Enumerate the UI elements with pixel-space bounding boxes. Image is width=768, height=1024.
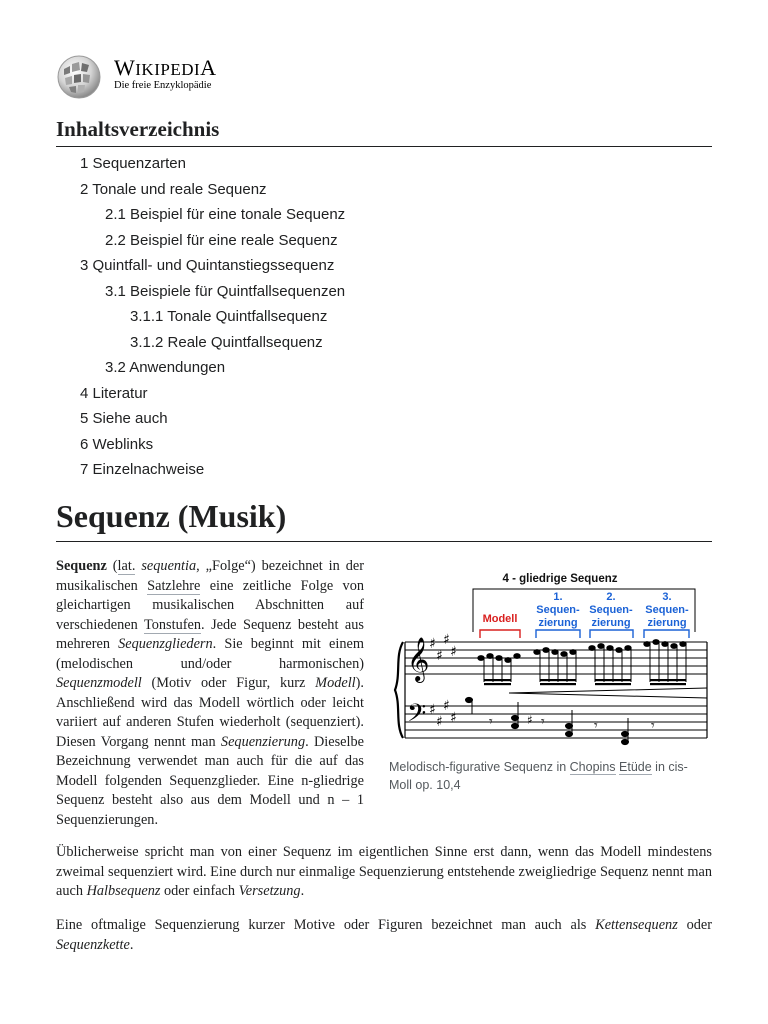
svg-text:𝄾: 𝄾: [594, 718, 598, 734]
link-etude[interactable]: Etüde: [619, 760, 652, 774]
intro-paragraph: Sequenz (lat. sequentia, „Folge“) bezeichnet in der musikalischen Satzlehre eine zeitliche Folge von gleichartigen musikalischen Abschnitten auf verschiedenen Tonstufen. Jede Sequenz besteht aus mehreren Sequenzgliedern. Sie beginnt mit einem (melodischen und/oder harmonischen) Sequenzmodell (Motiv oder Figur, kurz Modell). Anschließend wird das Modell wörtlich oder leicht variiert auf anderen Stufen wiederholt (sequenziert). Diesen Vorgang nennt man Sequenzierung. Dieselbe Bezeichnung verwendet man auch für die auf das Modell folgenden Sequenzglieder. Eine n-gliedrige Sequenz besteht also aus dem Modell und n – 1 Sequenzierungen.: [56, 558, 364, 828]
seq3-line2: zierung: [647, 617, 687, 629]
link-lat[interactable]: lat.: [117, 558, 136, 574]
toc-item-anwendungen[interactable]: 3.2 Anwendungen: [105, 359, 226, 376]
toc-item-literatur[interactable]: 4 Literatur: [80, 384, 148, 402]
sheet-music-image[interactable]: [389, 566, 711, 754]
toc-item-sequenzarten[interactable]: 1 Sequenzarten: [80, 155, 186, 172]
paragraph-kettensequenz: Eine oftmalige Sequenzierung kurzer Motive oder Figuren bezeichnet man auch als Kettensequenz oder Sequenzkette.: [56, 917, 712, 953]
treble-key-signature: [429, 632, 457, 664]
seq2-line2: zierung: [591, 617, 631, 629]
seq2-line1: Sequen-: [589, 604, 633, 616]
svg-text:♯: ♯: [436, 648, 443, 664]
svg-text:♯: ♯: [450, 710, 457, 726]
svg-text:♯: ♯: [527, 713, 533, 727]
toc-item-tonale-und-reale-sequenz[interactable]: 2 Tonale und reale Sequenz: [80, 180, 267, 198]
label-modell: Modell: [482, 613, 518, 625]
bracket-seq2: [590, 630, 633, 638]
treble-notes: [478, 640, 686, 686]
wikipedia-globe-icon: [56, 54, 102, 100]
toc-item-siehe-auch[interactable]: 5 Siehe auch: [80, 410, 168, 427]
bass-clef-icon: 𝄢: [407, 699, 427, 734]
toc-item-beispiele-quintfall[interactable]: 3.1 Beispiele für Quintfallsequenzen: [105, 282, 346, 300]
bass-notes: [466, 697, 656, 744]
link-satzlehre[interactable]: Satzlehre: [147, 577, 201, 594]
seq1-line2: zierung: [538, 617, 578, 629]
wikipedia-tagline: Die freie Enzyklopädie: [114, 80, 212, 91]
svg-text:𝄾: 𝄾: [541, 714, 545, 730]
seq1-number: 1.: [553, 591, 563, 603]
treble-clef-icon: 𝄞: [407, 637, 430, 681]
link-tonstufen[interactable]: Tonstufen: [144, 616, 201, 633]
page-title: Sequenz (Musik): [56, 496, 712, 542]
svg-text:♯: ♯: [450, 644, 457, 660]
figure-sequence: [389, 566, 711, 794]
wikipedia-wordmark: WIKIPEDIA: [114, 55, 217, 80]
wikipedia-logo[interactable]: [56, 54, 256, 100]
seq2-number: 2.: [606, 591, 616, 603]
toc-item-einzelnachweise[interactable]: 7 Einzelnachweise: [80, 461, 205, 478]
toc-item-beispiel-tonale-sequenz[interactable]: 2.1 Beispiel für eine tonale Sequenz: [105, 206, 346, 223]
toc-item-weblinks[interactable]: 6 Weblinks: [80, 435, 154, 453]
bracket-seq3: [644, 630, 689, 638]
svg-text:𝄾: 𝄾: [489, 714, 493, 730]
table-of-contents: [56, 154, 345, 486]
link-chopins[interactable]: Chopins: [569, 760, 616, 774]
seq3-number: 3.: [662, 591, 672, 603]
svg-text:♯: ♯: [443, 698, 450, 714]
toc-item-reale-quintfall[interactable]: 3.1.2 Reale Quintfallsequenz: [130, 333, 323, 351]
svg-text:♯: ♯: [429, 636, 436, 652]
crescendo-hairpin: [509, 688, 707, 698]
toc-item-quintfall-quintanstieg[interactable]: 3 Quintfall- und Quintanstiegssequenz: [80, 257, 335, 274]
bracket-modell: [480, 630, 520, 638]
seq1-line1: Sequen-: [536, 604, 580, 616]
seq3-line1: Sequen-: [645, 604, 689, 616]
paragraph-halbsequenz: Üblicherweise spricht man von einer Sequenz im eigentlichen Sinne erst dann, wenn das Modell mindestens zweimal sequenziert wird. Eine durch nur einmalige Sequenzierung entstehende zweigliedrige Sequenz nennt man auch Halbsequenz oder einfach Versetzung.: [56, 844, 712, 899]
toc-heading: Inhaltsverzeichnis: [56, 117, 712, 147]
figure-title: 4 - gliedrige Sequenz: [502, 573, 618, 585]
figure-caption: Melodisch-figurative Sequenz in Chopins Etüde in cis-Moll op. 10,4: [389, 760, 688, 792]
toc-item-tonale-quintfall[interactable]: 3.1.1 Tonale Quintfallsequenz: [130, 308, 328, 325]
svg-text:♯: ♯: [429, 702, 436, 718]
svg-text:♯: ♯: [436, 714, 443, 730]
svg-text:♯: ♯: [443, 632, 450, 648]
term-sequenz: Sequenz: [56, 558, 107, 574]
bracket-seq1: [536, 630, 580, 638]
toc-item-beispiel-reale-sequenz[interactable]: 2.2 Beispiel für eine reale Sequenz: [105, 231, 338, 249]
svg-text:𝄾: 𝄾: [651, 718, 655, 734]
grand-staff-brace: [395, 642, 403, 738]
